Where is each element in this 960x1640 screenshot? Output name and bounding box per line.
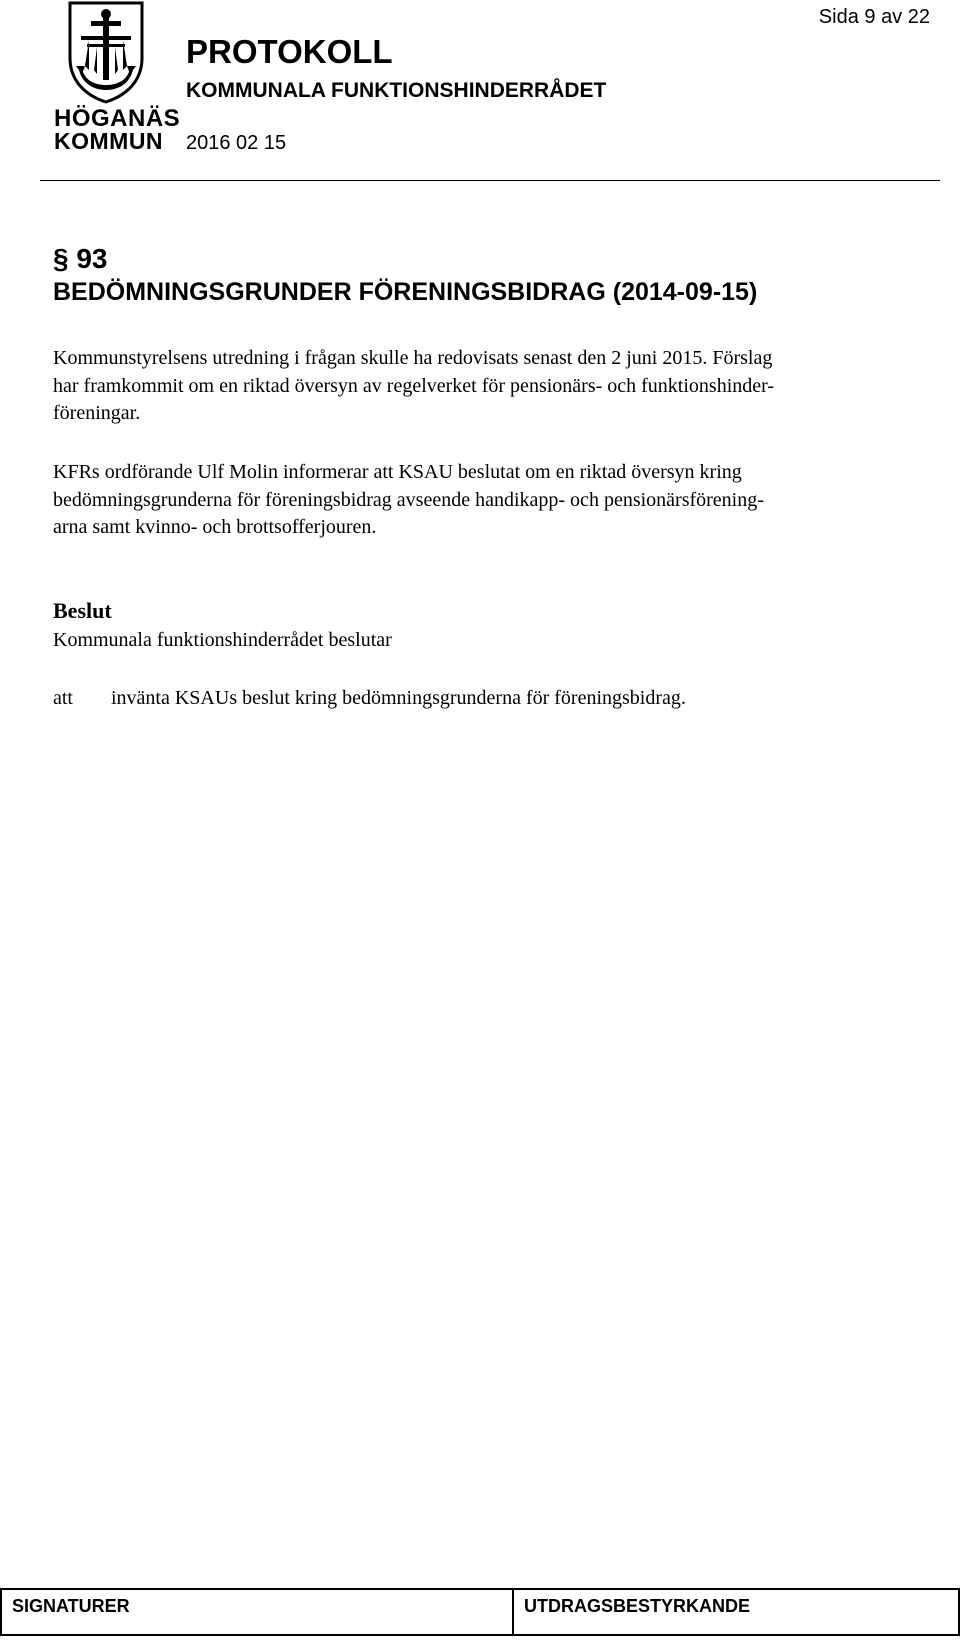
decision-text: invänta KSAUs beslut kring bedömningsgrunderna för föreningsbidrag.: [111, 687, 686, 709]
certification-box: [514, 1588, 960, 1636]
paragraph-background: [53, 345, 933, 428]
paragraph-line: arna samt kvinno- och brottsofferjouren.: [53, 516, 377, 538]
paragraph-information: [53, 459, 933, 542]
signature-footer: [0, 1588, 960, 1640]
paragraph-line: KFRs ordförande Ulf Molin informerar att KSAU beslutat om en riktad översyn kring: [53, 461, 742, 483]
paragraph-line: har framkommit om en riktad översyn av regelverket för pensionärs- och funktionshinder-: [53, 374, 775, 397]
paragraph-line: föreningar.: [53, 402, 141, 424]
logo-text-kommun: KOMMUN: [54, 128, 164, 154]
logo-text-hoganas: HÖGANÄS: [54, 105, 181, 132]
paragraph-line: Kommunstyrelsens utredning i frågan skulle ha redovisats senast den 2 juni 2015. Förslag: [53, 347, 773, 369]
hoganas-kommun-logo: [52, 0, 181, 156]
section-number: § 93: [53, 243, 108, 274]
anchor-shield-icon: [67, 0, 145, 104]
decision-att-label: att: [53, 687, 73, 709]
document-date: 2016 02 15: [186, 132, 287, 154]
decision-heading: Beslut: [53, 598, 112, 623]
header-divider: [40, 180, 940, 181]
certification-label: UTDRAGSBESTYRKANDE: [524, 1596, 751, 1616]
document-subtitle: KOMMUNALA FUNKTIONSHINDERRÅDET: [186, 79, 607, 102]
page-indicator: Sida 9 av 22: [818, 6, 930, 28]
section-heading: BEDÖMNINGSGRUNDER FÖRENINGSBIDRAG (2014-09-15): [53, 278, 758, 306]
document-title: PROTOKOLL: [186, 33, 393, 70]
signatures-label: SIGNATURER: [12, 1596, 130, 1616]
signatures-box: [0, 1588, 514, 1636]
decision-intro: Kommunala funktionshinderrådet beslutar: [53, 629, 392, 651]
paragraph-line: bedömningsgrunderna för föreningsbidrag avseende handikapp- och pensionärsförening-: [53, 488, 764, 511]
